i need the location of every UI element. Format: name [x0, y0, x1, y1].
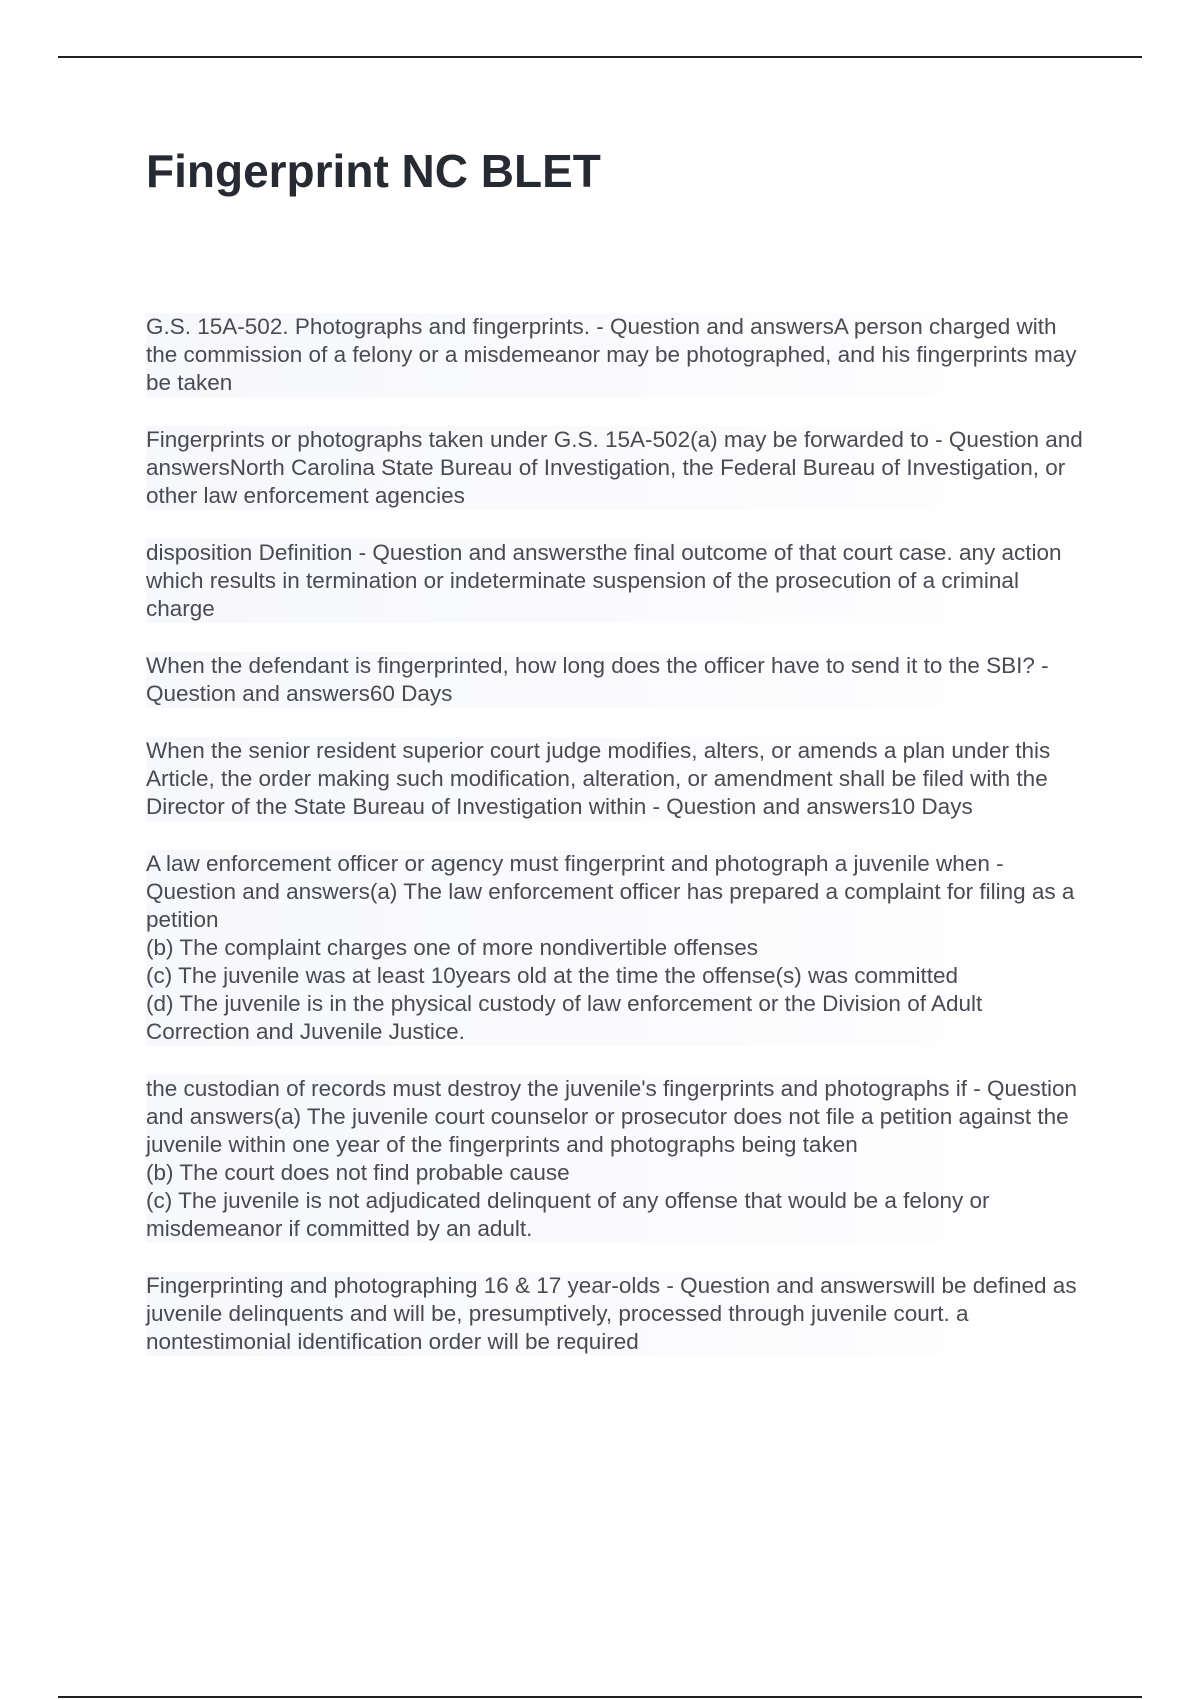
- bottom-rule: [58, 1696, 1142, 1698]
- qa-entry-8: [146, 1272, 1086, 1356]
- page-title: Fingerprint NC BLET: [146, 145, 601, 197]
- qa-text: Fingerprinting and photographing 16 & 17 year-olds - Question and answerswill be defined as juvenile delinquents and will be, presumptively, processed through juvenile court. a nontestimonial identification order will be required: [146, 1273, 1077, 1354]
- qa-text: G.S. 15A-502. Photographs and fingerprints. - Question and answersA person charged with the commission of a felony or a misdemeanor may be photographed, and his fingerprints may be taken: [146, 314, 1077, 395]
- qa-entry-3: [146, 539, 1086, 623]
- qa-text: (b) The court does not find probable cause: [146, 1160, 570, 1185]
- top-rule: [58, 56, 1142, 58]
- qa-entry-7: [146, 1075, 1086, 1243]
- qa-text: (c) The juvenile is not adjudicated delinquent of any offense that would be a felony or misdemeanor if committed by an adult.: [146, 1188, 990, 1241]
- qa-text: (d) The juvenile is in the physical custody of law enforcement or the Division of Adult Correction and Juvenile Justice.: [146, 991, 983, 1044]
- qa-text: A law enforcement officer or agency must fingerprint and photograph a juvenile when - Question and answers(a) The law enforcement officer has prepared a complaint for filing as a petition: [146, 851, 1075, 932]
- qa-text: the custodian of records must destroy the juvenile's fingerprints and photographs if - Question and answers(a) The juvenile court counselor or prosecutor does not file a petition against the juvenile within one year of the fingerprints and photographs being taken: [146, 1076, 1078, 1157]
- qa-text: Fingerprints or photographs taken under G.S. 15A-502(a) may be forwarded to - Question and answersNorth Carolina State Bureau of Investigation, the Federal Bureau of Investigation, or other law enforcement agencies: [146, 427, 1083, 508]
- qa-text: (b) The complaint charges one of more nondivertible offenses: [146, 935, 759, 960]
- qa-text: When the defendant is fingerprinted, how long does the officer have to send it to the SBI? - Question and answers60 Days: [146, 653, 1049, 706]
- qa-text: When the senior resident superior court judge modifies, alters, or amends a plan under this Article, the order making such modification, alteration, or amendment shall be filed with the Director of the State Bureau of Investigation within - Question and answers10 Days: [146, 738, 1051, 819]
- qa-text: disposition Definition - Question and answersthe final outcome of that court case. any action which results in termination or indeterminate suspension of the prosecution of a criminal charge: [146, 540, 1062, 621]
- qa-entry-4: [146, 652, 1086, 708]
- qa-entry-1: [146, 313, 1086, 397]
- qa-entry-2: [146, 426, 1086, 510]
- qa-text: (c) The juvenile was at least 10years old at the time the offense(s) was committed: [146, 963, 959, 988]
- qa-entry-6: [146, 850, 1086, 1046]
- qa-entry-5: [146, 737, 1086, 821]
- document-body: [146, 313, 1086, 1385]
